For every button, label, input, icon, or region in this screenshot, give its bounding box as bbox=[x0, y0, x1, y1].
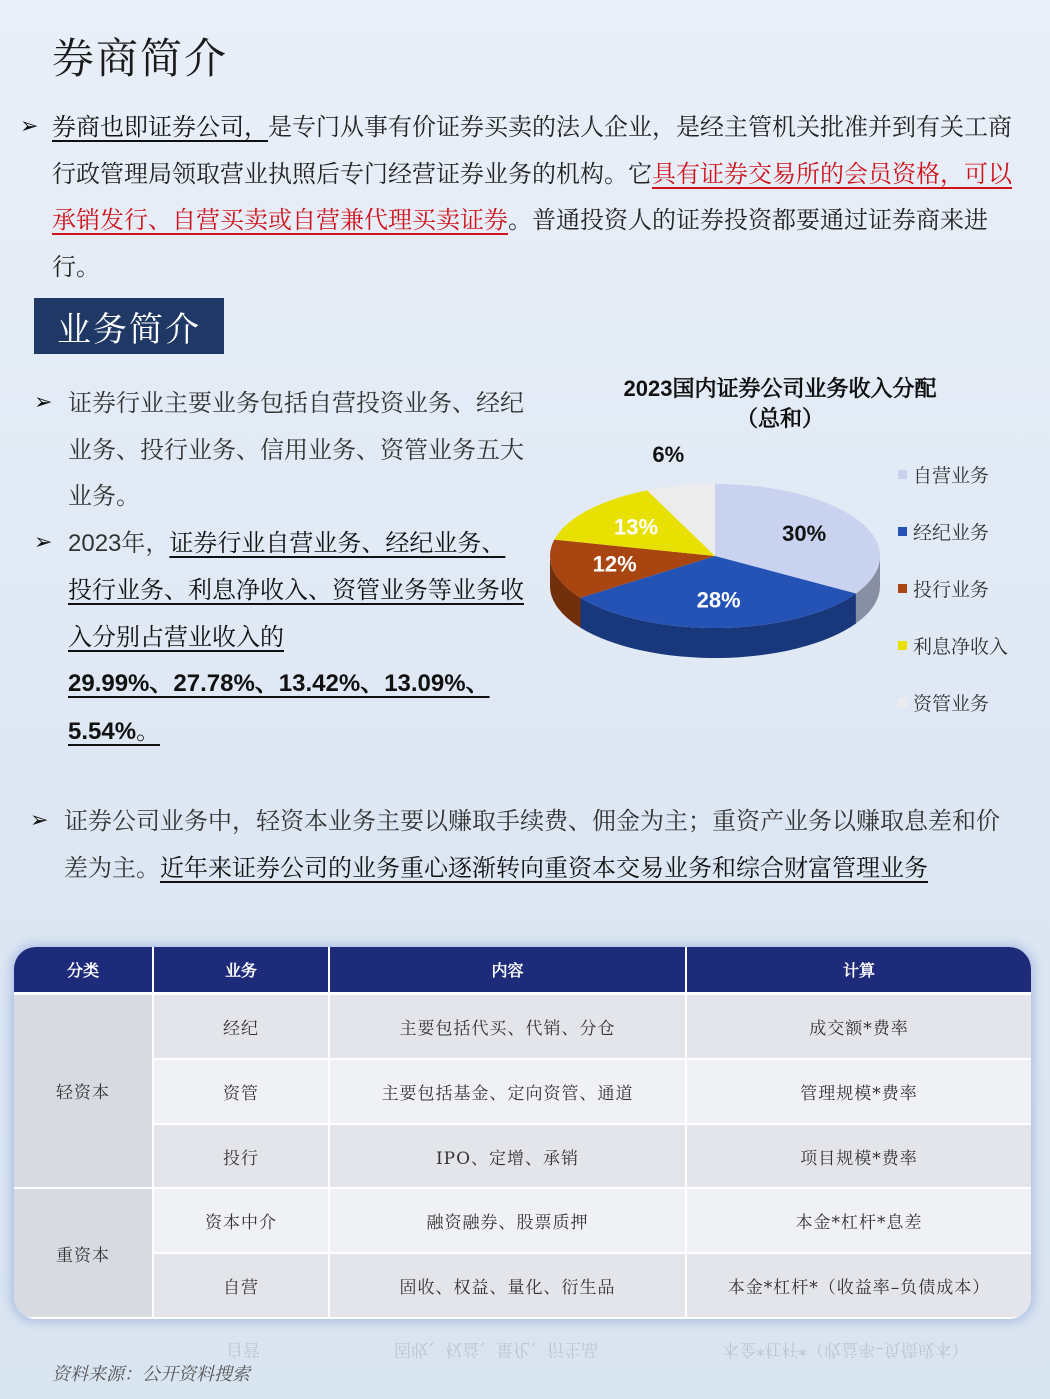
source-note: 资料来源：公开资料搜索 bbox=[52, 1364, 250, 1385]
lower-highlight: 近年来证券公司的业务重心逐渐转向重资本交易业务和综合财富管理业务 bbox=[160, 853, 928, 882]
intro-term: 券商也即证券公司， bbox=[52, 113, 268, 141]
business-cell: 资管 bbox=[153, 1059, 329, 1124]
legend-label: 资管业务 bbox=[913, 693, 990, 715]
intro-paragraph bbox=[20, 104, 1020, 290]
legend-swatch bbox=[898, 527, 907, 536]
table-row bbox=[14, 1188, 1031, 1253]
business-cell: 投行 bbox=[153, 1124, 329, 1189]
pie-data-label-2: 12% bbox=[592, 551, 637, 577]
table-row bbox=[14, 993, 1031, 1059]
header-calculation: 计算 bbox=[686, 947, 1031, 993]
content-cell: 主要包括代买、代销、分仓 bbox=[329, 993, 686, 1059]
table-row bbox=[14, 1253, 1031, 1318]
section-title: 业务简介 bbox=[34, 298, 224, 354]
legend-item bbox=[898, 446, 1008, 503]
arrow-bullet-icon: ➢ bbox=[34, 529, 53, 555]
content-cell: 固收、权益、量化、衍生品 bbox=[329, 1253, 686, 1318]
business-cell: 经纪 bbox=[153, 993, 329, 1059]
lower-paragraph bbox=[30, 798, 1020, 891]
legend-label: 利息净收入 bbox=[913, 636, 1009, 658]
chart-legend bbox=[898, 446, 1008, 731]
business-percentages: 29.99%、27.78%、13.42%、13.09%、5.54% bbox=[68, 670, 490, 745]
category-cell: 轻资本 bbox=[14, 993, 153, 1188]
business-intro bbox=[34, 380, 529, 755]
pie-data-label-3: 13% bbox=[613, 514, 659, 540]
business-bullet-2: ➢ 2023年，证券行业自营业务、经纪业务、投行业务、利息净收入、资管业务等业务收入分别占营业收入的 29.99%、27.78%、13.42%、13.09%、5.54%。 bbox=[34, 520, 529, 756]
legend-item bbox=[898, 560, 1008, 617]
calculation-cell: 本金*杠杆*（收益率–负债成本） bbox=[686, 1253, 1031, 1318]
legend-item bbox=[898, 617, 1008, 674]
pie-data-label-1: 28% bbox=[696, 587, 741, 613]
business-share-text: 证券行业自营业务、经纪业务、投行业务、利息净收入、资管业务等业务收入分别占营业收入的 bbox=[68, 528, 524, 651]
calculation-cell: 本金*杠杆*息差 bbox=[686, 1188, 1031, 1253]
business-bullet-1: ➢ 证券行业主要业务包括自营投资业务、经纪业务、投行业务、信用业务、资管业务五大业务。 bbox=[34, 380, 529, 520]
lower-text: 证券公司业务中，轻资本业务主要以赚取手续费、佣金为主；重资产业务以赚取息差和价差为主。 bbox=[64, 807, 1000, 882]
intro-highlight: 具有证券交易所的会员资格，可以承销发行、自营买卖或自营兼代理买卖证券 bbox=[52, 159, 1012, 234]
header-content: 内容 bbox=[329, 947, 686, 993]
content-cell: IPO、定增、承销 bbox=[329, 1124, 686, 1189]
legend-swatch bbox=[898, 584, 907, 593]
legend-item bbox=[898, 503, 1008, 560]
legend-swatch bbox=[898, 698, 907, 707]
category-cell: 重资本 bbox=[14, 1188, 153, 1318]
business-cell: 资本中介 bbox=[153, 1188, 329, 1253]
year-text: 2023年， bbox=[68, 529, 170, 557]
pie-data-label-4: 6% bbox=[652, 441, 685, 467]
chart-title: 2023国内证券公司业务收入分配 （总和） bbox=[623, 376, 937, 432]
page-title: 券商简介 bbox=[52, 34, 229, 83]
legend-label: 经纪业务 bbox=[913, 522, 990, 544]
arrow-bullet-icon: ➢ bbox=[30, 808, 49, 833]
content-cell: 融资融券、股票质押 bbox=[329, 1188, 686, 1253]
intro-text-end: 。普通投资人的证券投资都要通过证券商来进行。 bbox=[52, 206, 988, 281]
header-category: 分类 bbox=[14, 947, 153, 993]
arrow-bullet-icon: ➢ bbox=[34, 390, 53, 415]
intro-text: 是专门从事有价证券买卖的法人企业，是经主管机关批准并到有关工商行政管理局领取营业执照后专门经营证券业务的机构。它 bbox=[52, 113, 1012, 188]
table-row bbox=[14, 1124, 1031, 1189]
calculation-cell: 管理规模*费率 bbox=[686, 1059, 1031, 1124]
calculation-cell: 成交额*费率 bbox=[686, 993, 1031, 1059]
header-business: 业务 bbox=[153, 947, 329, 993]
content-cell: 主要包括基金、定向资管、通道 bbox=[329, 1059, 686, 1124]
arrow-bullet-icon: ➢ bbox=[20, 114, 39, 139]
legend-swatch bbox=[898, 470, 907, 479]
table-row bbox=[14, 1059, 1031, 1124]
business-table bbox=[14, 947, 1031, 1319]
legend-swatch bbox=[898, 641, 907, 650]
legend-label: 自营业务 bbox=[913, 465, 990, 487]
pie-chart bbox=[530, 366, 1040, 726]
business-cell: 自营 bbox=[153, 1253, 329, 1318]
pie-data-label-0: 30% bbox=[782, 521, 827, 547]
legend-item bbox=[898, 674, 1008, 731]
table-reflection: 自营 固收、权益、量化、衍生品 本金*杠杆*（收益率–负债成本） bbox=[226, 1339, 969, 1359]
pie-svg bbox=[530, 436, 900, 736]
legend-label: 投行业务 bbox=[913, 579, 990, 601]
calculation-cell: 项目规模*费率 bbox=[686, 1124, 1031, 1189]
